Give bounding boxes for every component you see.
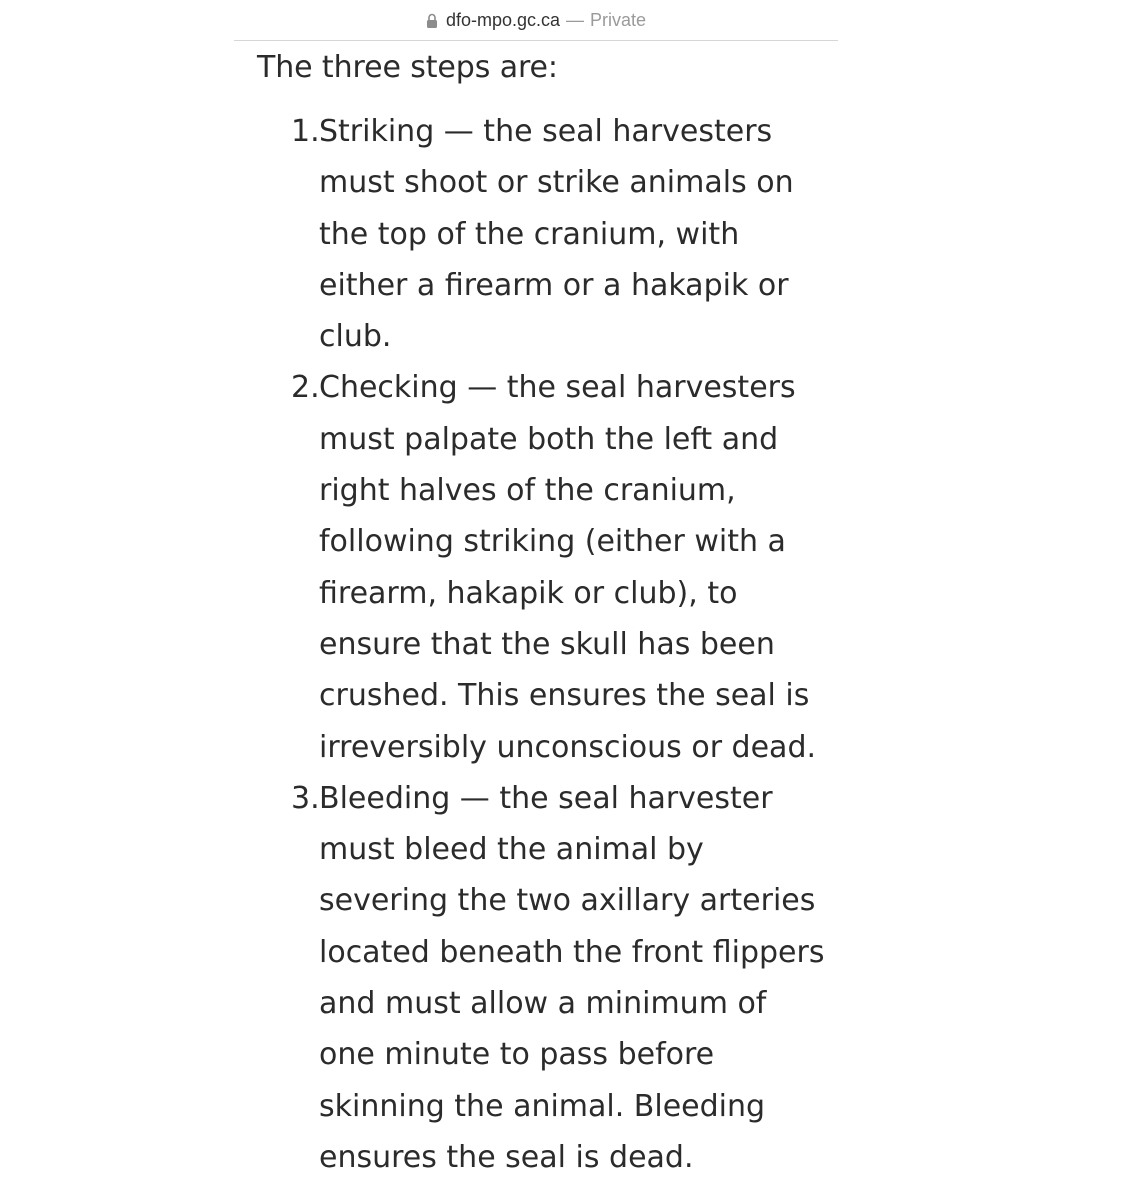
step-line: right halves of the cranium, bbox=[319, 473, 736, 509]
step-line: must bleed the animal by bbox=[319, 832, 704, 868]
list-item-step-1 bbox=[257, 106, 837, 362]
step-line: Striking — the seal harvesters bbox=[319, 114, 773, 149]
list-item-step-2 bbox=[257, 362, 837, 772]
lock-icon bbox=[426, 13, 438, 29]
step-text bbox=[319, 106, 837, 362]
step-number: 3. bbox=[291, 780, 320, 816]
list-item-step-3 bbox=[257, 773, 837, 1183]
step-line: ensure that the skull has been bbox=[319, 626, 775, 662]
steps-list bbox=[257, 106, 837, 1183]
step-line: Checking — the seal harvesters bbox=[319, 370, 796, 406]
step-line: must shoot or strike animals on bbox=[319, 165, 794, 201]
step-line: severing the two axillary arteries bbox=[319, 883, 816, 919]
article-body bbox=[257, 44, 837, 1183]
step-number: 2. bbox=[291, 370, 320, 406]
address-domain: dfo-mpo.gc.ca bbox=[445, 9, 561, 30]
step-line: crushed. This ensures the seal is bbox=[319, 678, 810, 714]
step-line: one minute to pass before bbox=[319, 1037, 715, 1073]
step-line: firearm, hakapik or club), to bbox=[319, 575, 738, 611]
step-line: skinning the animal. Bleeding bbox=[319, 1088, 766, 1124]
intro-text: The three steps are: bbox=[257, 50, 558, 85]
step-text bbox=[319, 362, 837, 772]
address-separator: — bbox=[566, 9, 585, 30]
address-bar[interactable] bbox=[234, 0, 838, 41]
step-line: irreversibly unconscious or dead. bbox=[319, 729, 817, 765]
step-line: the top of the cranium, with bbox=[319, 216, 740, 252]
private-mode-label: Private bbox=[590, 9, 647, 30]
step-line: must palpate both the left and bbox=[319, 421, 779, 457]
step-number: 1. bbox=[291, 114, 320, 149]
step-text bbox=[319, 773, 837, 1183]
step-line: located beneath the front flippers bbox=[319, 934, 825, 970]
step-line: Bleeding — the seal harvester bbox=[319, 780, 773, 816]
step-line: and must allow a minimum of bbox=[319, 986, 767, 1022]
step-line: club. bbox=[319, 319, 392, 355]
step-line: either a firearm or a hakapik or bbox=[319, 267, 789, 303]
step-line: following striking (either with a bbox=[319, 524, 786, 560]
step-line: ensures the seal is dead. bbox=[319, 1139, 694, 1175]
